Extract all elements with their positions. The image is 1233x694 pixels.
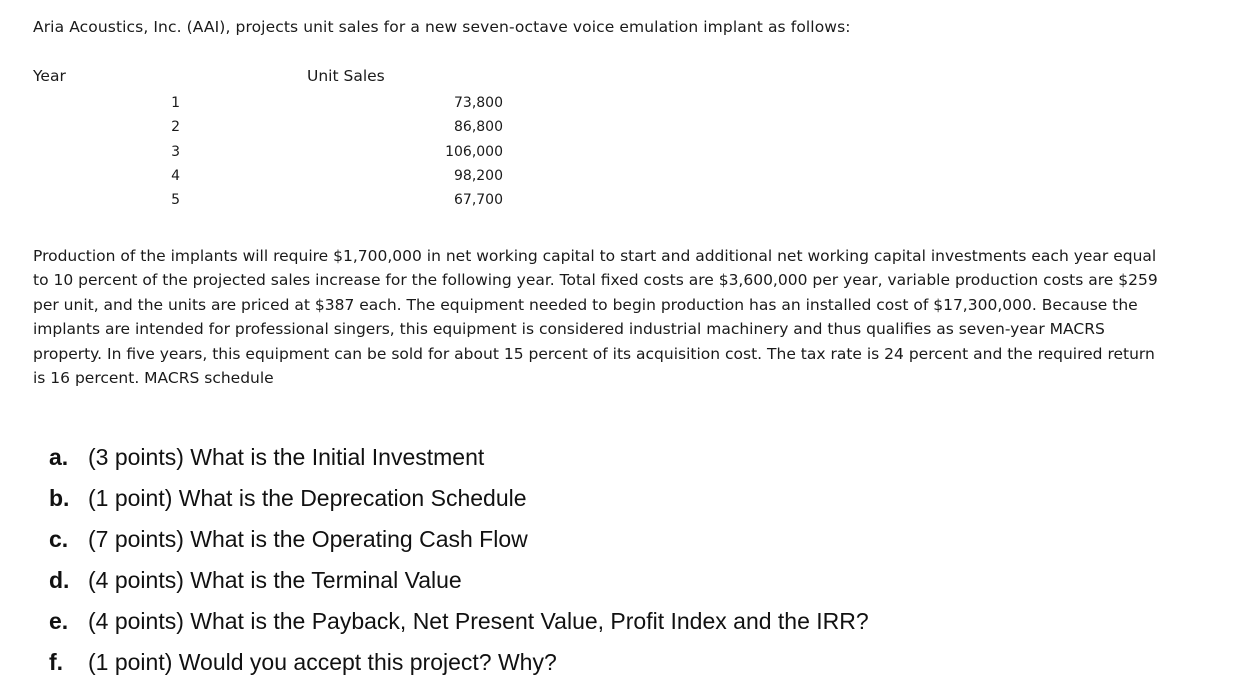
question-e <box>49 601 869 642</box>
year-cell: 4 <box>171 167 180 184</box>
year-cell: 2 <box>171 119 180 136</box>
question-list <box>49 437 869 683</box>
question-letter: b. <box>49 485 70 511</box>
unit-sales-cell: 98,200 <box>454 167 503 184</box>
year-cell: 1 <box>171 95 180 111</box>
unit-sales-column <box>400 91 503 212</box>
question-text: (1 point) Would you accept this project? Why? <box>88 649 557 675</box>
unit-sales-cell: 86,800 <box>454 119 503 136</box>
unit-sales-cell: 106,000 <box>445 143 503 160</box>
question-letter: f. <box>49 649 64 675</box>
year-cell: 3 <box>171 143 180 160</box>
question-a <box>49 437 869 478</box>
year-column <box>150 91 180 212</box>
question-f <box>49 642 869 683</box>
unit-sales-column-header: Unit Sales <box>307 67 385 85</box>
question-text: (4 points) What is the Payback, Net Present Value, Profit Index and the IRR? <box>88 608 869 634</box>
question-b <box>49 478 869 519</box>
problem-description: Production of the implants will require $1,700,000 in net working capital to start and additional net working capital investments each year equal to 10 percent of the projected sales increase for the following year. Total fixed costs are $3,600,000 per year, variable production costs are $259 per unit, and the units are priced at $387 each. The equipment needed to begin production has an installed cost of $17,300,000. Because the implants are intended for professional singers, this equipment is considered industrial machinery and thus qualifies as seven-year MACRS property. In five years, this equipment can be sold for about 15 percent of its acquisition cost. The tax rate is 24 percent and the required return is 16 percent. MACRS schedule <box>33 247 1158 388</box>
question-letter: d. <box>49 567 70 593</box>
intro-text: Aria Acoustics, Inc. (AAI), projects unit sales for a new seven-octave voice emulation implant as follows: <box>33 18 851 36</box>
year-cell: 5 <box>171 192 180 209</box>
question-text: (4 points) What is the Terminal Value <box>88 567 462 593</box>
question-c <box>49 519 869 560</box>
unit-sales-cell: 67,700 <box>454 192 503 209</box>
year-column-header: Year <box>33 67 66 85</box>
question-d <box>49 560 869 601</box>
question-text: (3 points) What is the Initial Investment <box>88 444 485 470</box>
question-letter: c. <box>49 526 69 552</box>
question-letter: e. <box>49 608 69 634</box>
question-text: (7 points) What is the Operating Cash Flow <box>88 526 528 552</box>
question-text: (1 point) What is the Deprecation Schedule <box>88 485 527 511</box>
question-letter: a. <box>49 444 69 470</box>
unit-sales-cell: 73,800 <box>454 95 503 111</box>
